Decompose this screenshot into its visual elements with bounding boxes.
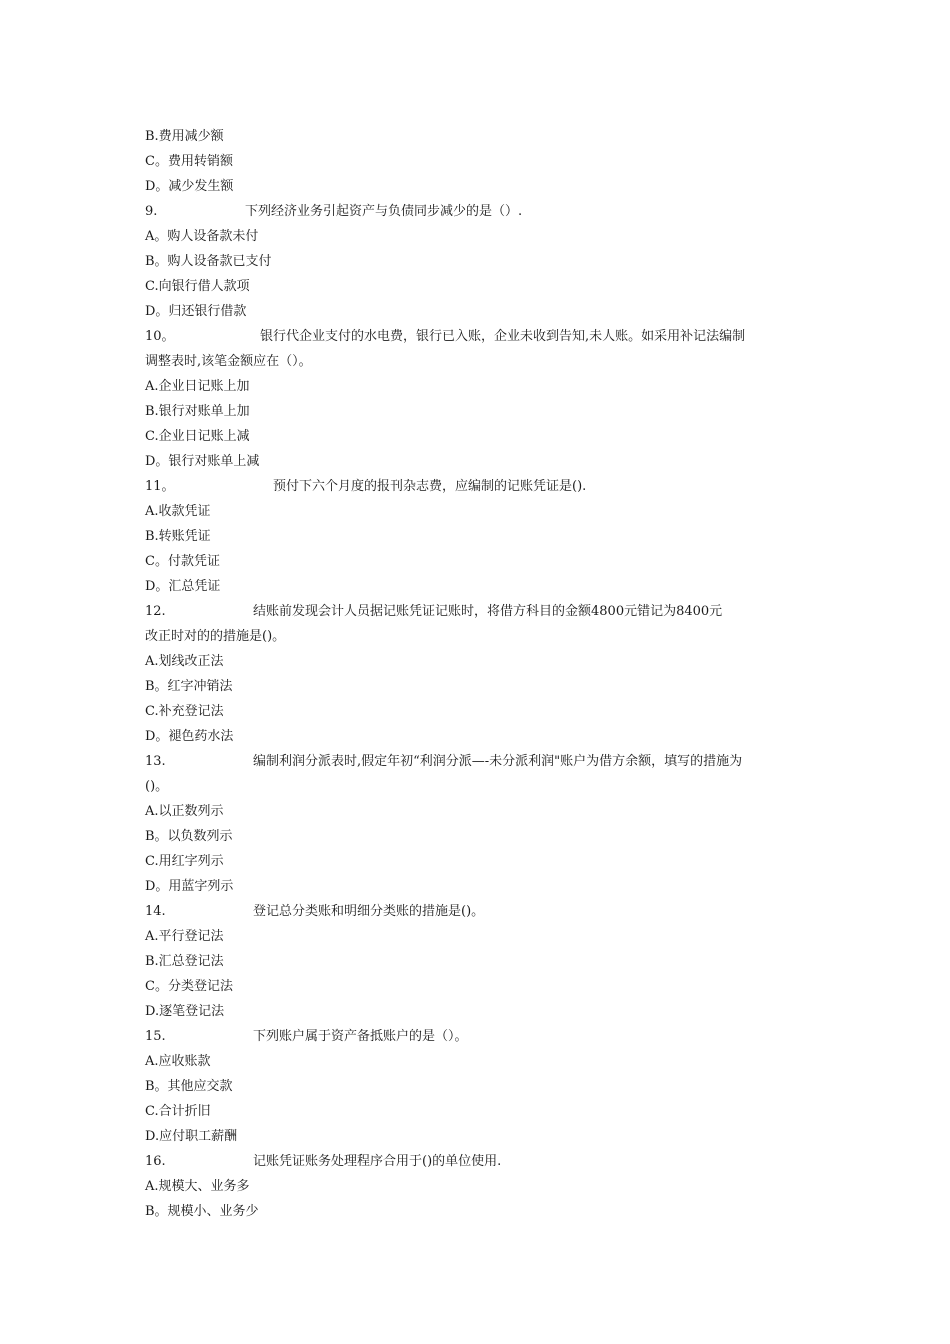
option-line: C.企业日记账上减 bbox=[145, 429, 250, 444]
option-line: A.划线改正法 bbox=[145, 654, 224, 669]
question-number: 14. bbox=[145, 904, 166, 919]
option-line: B。规模小、业务少 bbox=[145, 1204, 259, 1219]
option-line: B。其他应交款 bbox=[145, 1079, 233, 1094]
option-line: C.合计折旧 bbox=[145, 1104, 211, 1119]
question-stem: 银行代企业支付的水电费，银行已入账，企业未收到告知,未人账。如采用补记法编制 bbox=[260, 329, 746, 344]
option-line: B。以负数列示 bbox=[145, 829, 233, 844]
option-line: C。付款凭证 bbox=[145, 554, 220, 569]
option-line: A.收款凭证 bbox=[145, 504, 211, 519]
option-line: B.转账凭证 bbox=[145, 529, 211, 544]
question-stem: 登记总分类账和明细分类账的措施是()。 bbox=[253, 904, 485, 919]
question-9 bbox=[145, 202, 523, 222]
option-line: A.以正数列示 bbox=[145, 804, 224, 819]
option-line: D.应付职工薪酬 bbox=[145, 1129, 238, 1144]
question-stem: 编制利润分派表时,假定年初“利润分派—-未分派利润"账户为借方余额，填写的措施为 bbox=[253, 754, 743, 769]
option-line: D。减少发生额 bbox=[145, 179, 234, 194]
option-line: D。汇总凭证 bbox=[145, 579, 221, 594]
question-number: 16. bbox=[145, 1154, 166, 1169]
question-stem-continued: 改正时对的的措施是()。 bbox=[145, 629, 286, 644]
option-line: A。购人设备款未付 bbox=[145, 229, 259, 244]
question-stem-continued: 调整表时,该笔金额应在（）。 bbox=[145, 354, 312, 369]
option-line: C。费用转销额 bbox=[145, 154, 233, 169]
question-stem: 下列账户属于资产备抵账户的是（）。 bbox=[253, 1029, 468, 1044]
option-line: D。归还银行借款 bbox=[145, 304, 247, 319]
question-16 bbox=[145, 1152, 502, 1172]
option-line: C.用红字列示 bbox=[145, 854, 224, 869]
option-line: A.应收账款 bbox=[145, 1054, 211, 1069]
question-number: 12. bbox=[145, 604, 166, 619]
question-10 bbox=[145, 327, 746, 347]
question-15 bbox=[145, 1027, 468, 1047]
option-line: B.费用减少额 bbox=[145, 129, 224, 144]
option-line: C。分类登记法 bbox=[145, 979, 233, 994]
option-line: C.向银行借人款项 bbox=[145, 279, 250, 294]
option-line: D.逐笔登记法 bbox=[145, 1004, 225, 1019]
question-11 bbox=[145, 477, 587, 497]
option-line: D。用蓝字列示 bbox=[145, 879, 234, 894]
question-12 bbox=[145, 602, 723, 622]
question-stem: 下列经济业务引起资产与负债同步减少的是（）. bbox=[245, 204, 523, 219]
question-stem-continued: ()。 bbox=[145, 779, 169, 794]
question-number: 10。 bbox=[145, 329, 175, 344]
option-line: D。银行对账单上减 bbox=[145, 454, 260, 469]
question-14 bbox=[145, 902, 485, 922]
option-line: B。购人设备款已支付 bbox=[145, 254, 272, 269]
question-number: 11。 bbox=[145, 479, 175, 494]
option-line: B。红字冲销法 bbox=[145, 679, 233, 694]
option-line: B.汇总登记法 bbox=[145, 954, 224, 969]
option-line: C.补充登记法 bbox=[145, 704, 224, 719]
option-line: A.规模大、业务多 bbox=[145, 1179, 250, 1194]
question-number: 15. bbox=[145, 1029, 166, 1044]
question-number: 9. bbox=[145, 204, 158, 219]
option-line: D。褪色药水法 bbox=[145, 729, 234, 744]
option-line: A.平行登记法 bbox=[145, 929, 224, 944]
question-stem: 结账前发现会计人员据记账凭证记账时，将借方科目的金额4800元错记为8400元 bbox=[253, 604, 723, 619]
option-line: B.银行对账单上加 bbox=[145, 404, 250, 419]
option-line: A.企业日记账上加 bbox=[145, 379, 250, 394]
question-13 bbox=[145, 752, 743, 772]
question-stem: 记账凭证账务处理程序合用于()的单位使用. bbox=[253, 1154, 502, 1169]
question-stem: 预付下六个月度的报刊杂志费，应编制的记账凭证是(). bbox=[273, 479, 587, 494]
question-number: 13. bbox=[145, 754, 166, 769]
